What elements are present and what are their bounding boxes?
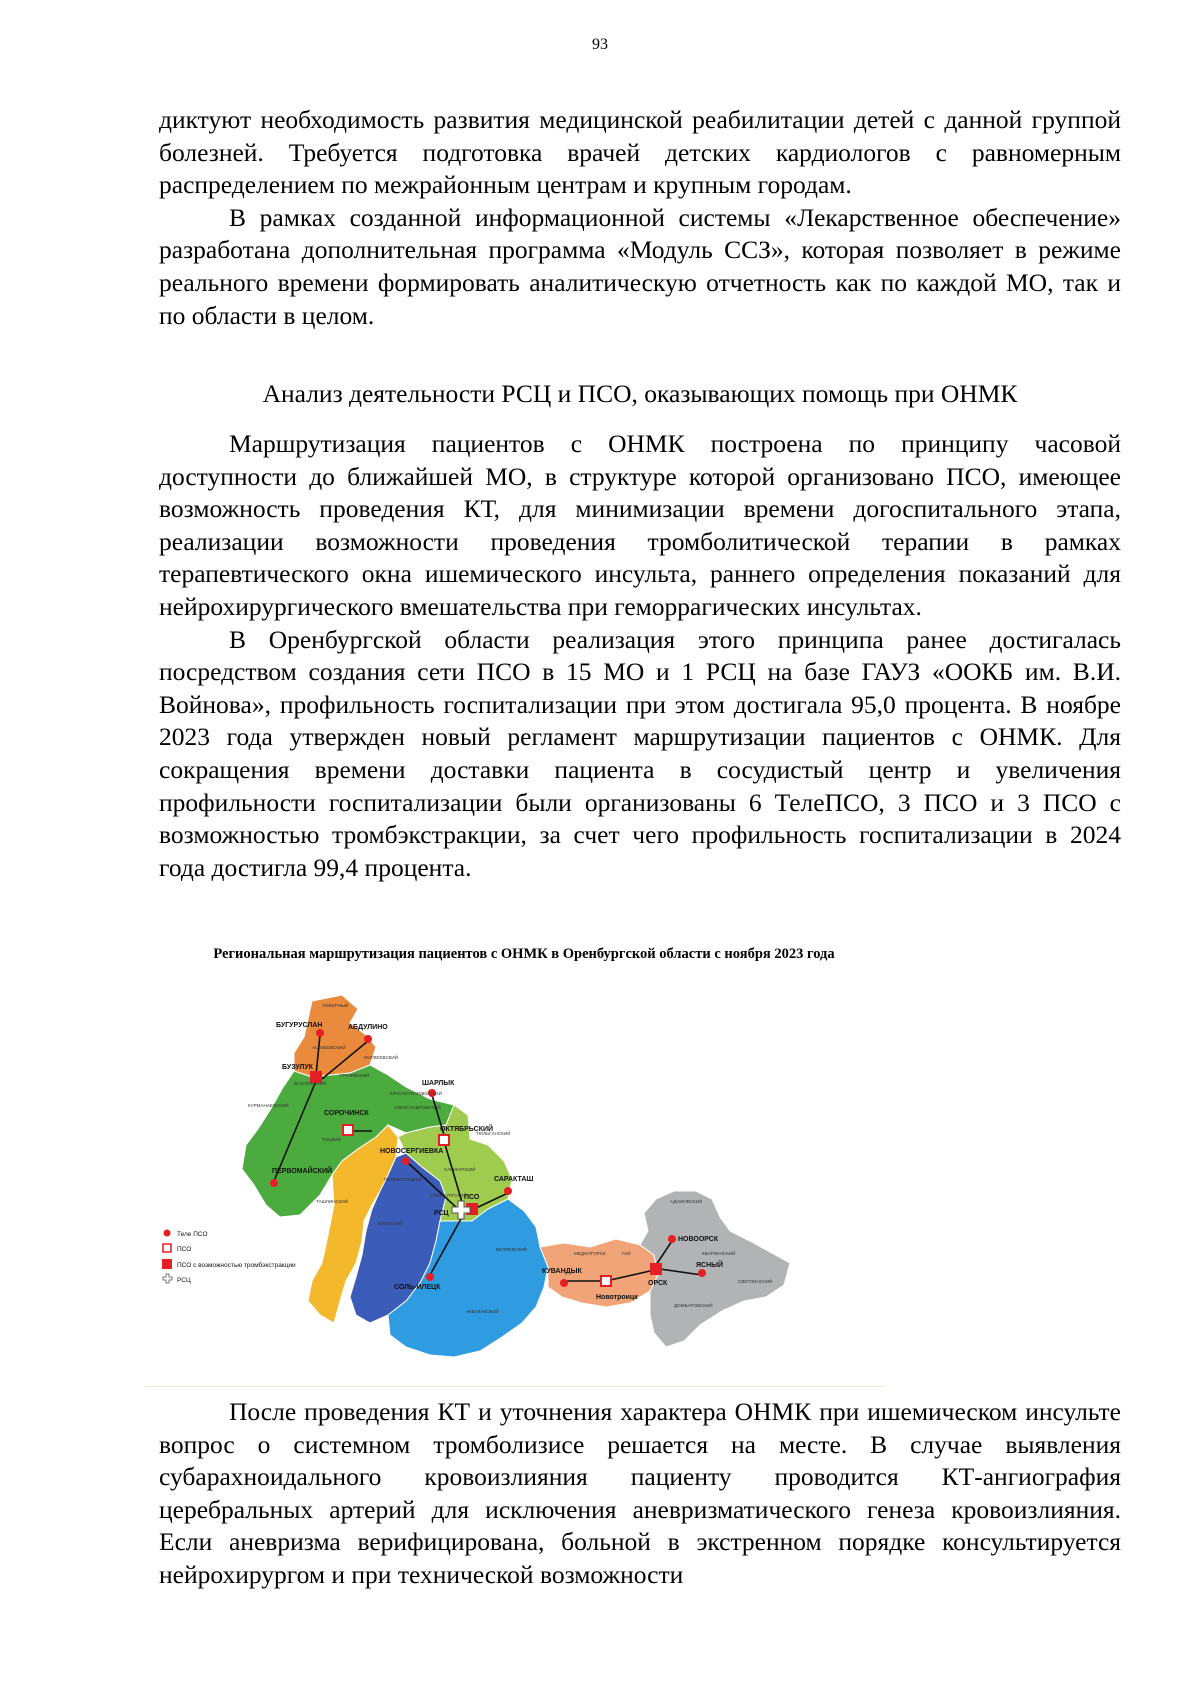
figure-divider <box>144 1386 884 1387</box>
legend-telepso-icon <box>164 1230 171 1237</box>
label-buguruslan: БУГУРУСЛАН <box>276 1022 323 1029</box>
district-label: СЕВЕРНЫЙ <box>322 1003 349 1008</box>
label-rsc: РСЦ <box>434 1210 449 1217</box>
district-label: АДАМОВСКИЙ <box>670 1199 703 1204</box>
marker-pso <box>439 1135 449 1145</box>
label-kuvandyk: КУВАНДЫК <box>542 1268 582 1275</box>
label-sharlyk: ШАРЛЫК <box>422 1080 455 1087</box>
marker-telepso <box>504 1187 512 1195</box>
marker-pso <box>601 1276 611 1286</box>
district-label: СВЕТЛИНСКИЙ <box>738 1279 773 1284</box>
map-title: Региональная маршрутизация пациентов с ОНМК в Оренбургской области с ноября 2023 года <box>213 946 835 962</box>
bottom-text-block <box>159 1396 1121 1592</box>
legend-pso-icon <box>163 1244 171 1252</box>
label-pso: ПСО <box>464 1194 480 1201</box>
district-label: МЕДНОГОРСК <box>574 1251 606 1256</box>
marker-telepso <box>316 1029 324 1037</box>
district-label: ТОЦКИЙ <box>322 1137 341 1142</box>
top-text-block <box>159 104 1121 332</box>
paragraph-stroke-treatment: После проведения КТ и уточнения характера ОНМК при ишемическом инсульте вопрос о системном тромболизисе решается на месте. В случае выявления субарахноидального кровоизлияния пациенту проводится КТ-ангиография церебральных артерий для исключения аневризматического генеза кровоизлияния. Если аневризма верифицирована, больной в экстренном порядке консультируется нейрохирургом и при технической возможности <box>159 1397 1121 1589</box>
district-label: ТАШЛИНСКИЙ <box>316 1199 349 1204</box>
paragraph-continuation: диктуют необходимость развития медицинской реабилитации детей с данной группой болезней. Требуется подготовка врачей детских кардиологов с равномерным распределением по межрайонным центрам и крупным городам. <box>159 105 1121 200</box>
marker-telepso <box>270 1179 278 1187</box>
label-orsk: ОРСК <box>648 1280 668 1287</box>
district-label: САКМАРСКИЙ <box>444 1167 476 1172</box>
paragraph-routing-principle: Маршрутизация пациентов с ОНМК построена по принципу часовой доступности до ближайшей МО, в структуре которой организовано ПСО, имеющее возможность проведения КТ, для минимизации времени догоспитального этапа, реализации возможности проведения тромболитической терапии в рамках терапевтического окна ишемического инсульта, раннего определения показаний для нейрохирургического вмешательства при геморрагических инсультах. <box>159 429 1121 621</box>
district-label: ОРЕНБУРГСКИЙ <box>430 1193 467 1198</box>
page-number: 93 <box>592 36 608 53</box>
oren-region-map <box>144 985 904 1385</box>
district-label: ИЛЕКСКИЙ <box>378 1221 403 1226</box>
district-label: КРАСНОГВАРДЕЙСКИЙ <box>390 1091 442 1096</box>
district-label: АКБУЛАКСКИЙ <box>466 1309 499 1314</box>
middle-text-block <box>159 428 1121 884</box>
legend-pso-thrombectomy-icon <box>162 1259 172 1269</box>
marker-telepso <box>426 1273 434 1281</box>
paragraph-orenburg-network: В Оренбургской области реализация этого принципа ранее достигалась посредством создания сети ПСО в 15 МО и 1 РСЦ на базе ГАУЗ «ООКБ им. В.И. Войнова», профильность госпитализации при этом достигала 95,0 процента. В ноябре 2023 года утвержден новый регламент маршрутизации пациентов с ОНМК. Для сокращения времени доставки пациента в сосудистый центр и увеличения профильности госпитализации были организованы 6 ТелеПСО, 3 ПСО и 3 ПСО с возможностью тромбэкстракции, за счет чего профильность госпитализации в 2024 года достигла 99,4 процента. <box>159 624 1121 882</box>
district-label: ТЮЛЬГАНСКИЙ <box>476 1131 511 1136</box>
marker-telepso <box>698 1269 706 1277</box>
label-abdulino: АБДУЛИНО <box>348 1024 388 1031</box>
district-label: ГАЙ <box>622 1251 631 1256</box>
paragraph-information-system: В рамках созданной информационной системы «Лекарственное обеспечение» разработана дополнительная программа «Модуль ССЗ», которая позволяет в режиме реального времени формировать аналитическую отчетность как по каждой МО, так и по области в целом. <box>159 202 1121 330</box>
section-heading: Анализ деятельности РСЦ и ПСО, оказывающих помощь при ОНМК <box>262 379 1018 408</box>
marker-telepso <box>364 1035 372 1043</box>
label-novoorsk: НОВООРСК <box>678 1236 719 1243</box>
district-label: КУРМАНАЕВСКИЙ <box>248 1103 289 1108</box>
district-label: МАТВЕЕВСКИЙ <box>364 1055 399 1060</box>
label-oktyabrsky: ОКТЯБРЬСКИЙ <box>440 1126 494 1133</box>
marker-pso-thrombectomy <box>650 1263 662 1275</box>
district-label: КВАРКЕНСКИЙ <box>702 1251 736 1256</box>
legend-rsc-icon <box>163 1274 172 1283</box>
marker-telepso <box>402 1157 410 1165</box>
legend-telepso-label: Теле ПСО <box>177 1231 208 1238</box>
label-pervomaysky: ПЕРВОМАЙСКИЙ <box>272 1168 333 1175</box>
label-novosergievka: НОВОСЕРГИЕВКА <box>380 1148 444 1155</box>
marker-pso <box>343 1125 353 1135</box>
map-legend <box>162 1230 296 1285</box>
label-saraktash: САРАКТАШ <box>494 1176 534 1183</box>
legend-pso-thrombectomy-label: ПСО с возможностью тромбэкстракции <box>177 1262 296 1269</box>
label-novotroitsk: Новотроицк <box>596 1294 638 1301</box>
district-label: БУЗУЛУКСКИЙ <box>294 1081 327 1086</box>
district-label: БЕЛЯЕВСКИЙ <box>496 1247 527 1252</box>
marker-telepso <box>668 1235 676 1243</box>
district-label: АСЕКЕЕВСКИЙ <box>312 1045 346 1050</box>
district-label: ГРАЧЕВСКИЙ <box>340 1073 370 1078</box>
district-label: ДОМБАРОВСКИЙ <box>674 1303 713 1308</box>
district-label: ПЕРЕВОЛОЦКИЙ <box>384 1177 423 1182</box>
label-sol-iletsk: СОЛЬ-ИЛЕЦК <box>394 1284 441 1291</box>
marker-telepso <box>560 1279 568 1287</box>
district-label: АЛЕКСАНДРОВСКИЙ <box>394 1105 441 1110</box>
label-sorochinsk: СОРОЧИНСК <box>324 1110 369 1117</box>
legend-pso-label: ПСО <box>177 1246 192 1253</box>
routing-map-figure <box>144 945 904 1385</box>
label-buzuluk: БУЗУЛУК <box>282 1064 313 1071</box>
legend-rsc-label: РСЦ <box>177 1277 191 1284</box>
label-yasny: ЯСНЫЙ <box>696 1262 724 1269</box>
